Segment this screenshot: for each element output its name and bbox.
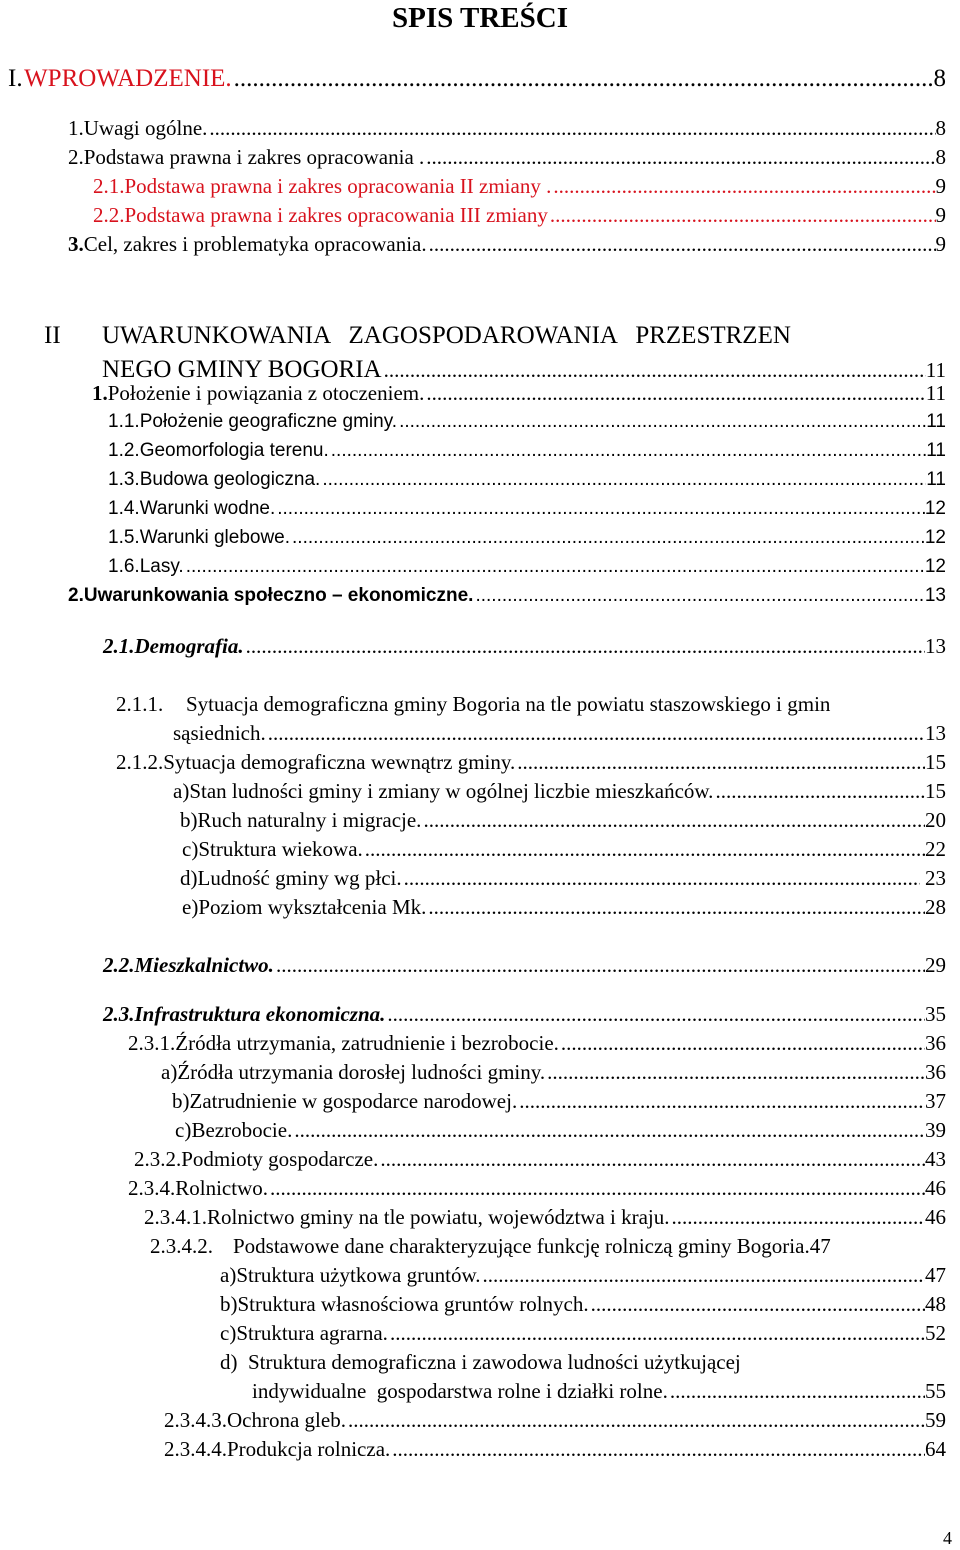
toc-leader bbox=[365, 836, 925, 862]
toc-text: Warunki glebowe. bbox=[139, 527, 291, 548]
toc-entry[interactable] bbox=[68, 231, 946, 257]
toc-text: Podmioty gospodarcze. bbox=[181, 1147, 379, 1171]
toc-leader bbox=[404, 865, 920, 891]
toc-leader bbox=[550, 202, 936, 228]
toc-leader bbox=[428, 894, 925, 920]
toc-page: 39 bbox=[925, 1118, 946, 1142]
toc-number: II bbox=[44, 322, 61, 349]
toc-entry[interactable] bbox=[182, 894, 946, 920]
toc-text: Zatrudnienie w gospodarce narodowej. bbox=[189, 1089, 518, 1113]
toc-entry[interactable] bbox=[220, 1320, 946, 1346]
toc-page: 48 bbox=[925, 1292, 946, 1316]
toc-leader bbox=[519, 1088, 925, 1114]
toc-page: 15 bbox=[925, 779, 946, 803]
toc-number: 1. bbox=[68, 116, 84, 140]
toc-page: 15 bbox=[925, 750, 946, 774]
toc-leader bbox=[517, 749, 925, 775]
toc-entry[interactable] bbox=[220, 1291, 946, 1317]
toc-entry[interactable] bbox=[175, 1117, 946, 1143]
toc-entry[interactable] bbox=[103, 633, 946, 659]
toc-entry[interactable] bbox=[220, 1349, 741, 1375]
toc-entry[interactable] bbox=[164, 1436, 946, 1462]
toc-number: a) bbox=[173, 779, 190, 803]
toc-text: Infrastruktura ekonomiczna. bbox=[134, 1002, 386, 1026]
toc-text: Położenie i powiązania z otoczeniem. bbox=[107, 381, 425, 405]
toc-leader bbox=[553, 173, 935, 199]
toc-entry[interactable] bbox=[150, 1233, 946, 1259]
toc-number: a) bbox=[220, 1263, 237, 1287]
toc-text: Struktura własnościowa gruntów rolnych. bbox=[237, 1292, 589, 1316]
toc-page: 11 bbox=[926, 469, 946, 490]
toc-page: 9 bbox=[935, 203, 946, 227]
toc-leader bbox=[277, 496, 925, 522]
toc-number: a) bbox=[161, 1060, 178, 1084]
toc-leader bbox=[276, 952, 925, 978]
toc-leader bbox=[331, 438, 927, 464]
toc-leader bbox=[672, 1204, 926, 1230]
toc-leader bbox=[426, 144, 935, 170]
toc-leader bbox=[209, 115, 935, 141]
toc-number: 2.3.2. bbox=[134, 1147, 182, 1171]
toc-leader bbox=[483, 1262, 925, 1288]
toc-page: 11 bbox=[926, 411, 946, 432]
toc-page: 8 bbox=[933, 65, 946, 92]
toc-page: 11 bbox=[926, 440, 946, 461]
toc-leader bbox=[392, 1436, 925, 1462]
toc-page: 20 bbox=[925, 808, 946, 832]
toc-entry[interactable] bbox=[164, 1407, 946, 1433]
toc-entry[interactable] bbox=[180, 807, 946, 833]
toc-page: 36 bbox=[925, 1060, 946, 1084]
toc-number: 2. bbox=[68, 585, 84, 606]
toc-text: Cel, zakres i problematyka opracowania. bbox=[83, 232, 427, 256]
toc-entry[interactable] bbox=[8, 64, 946, 94]
toc-text: Struktura użytkowa gruntów. bbox=[236, 1263, 481, 1287]
toc-entry[interactable] bbox=[68, 583, 946, 609]
toc-leader bbox=[715, 778, 925, 804]
toc-number: d) bbox=[220, 1350, 238, 1374]
toc-leader bbox=[423, 807, 925, 833]
toc-entry[interactable] bbox=[108, 525, 946, 551]
toc-number: e) bbox=[182, 895, 199, 919]
toc-leader bbox=[380, 1146, 925, 1172]
toc-text: Sytuacja demograficzna gminy Bogoria na tle powiatu staszowskiego i gmin bbox=[186, 692, 831, 716]
toc-text: Uwarunkowania społeczno – ekonomiczne. bbox=[83, 585, 474, 606]
toc-number: 1.1. bbox=[108, 411, 140, 432]
page-title: SPIS TREŚCI bbox=[392, 2, 568, 34]
toc-entry[interactable] bbox=[103, 1001, 946, 1027]
toc-leader bbox=[670, 1378, 925, 1404]
toc-number: 2.1. bbox=[93, 174, 125, 198]
toc-page: 12 bbox=[924, 527, 946, 548]
toc-number: 2. bbox=[68, 145, 84, 169]
toc-text: Demografia. bbox=[134, 634, 244, 658]
toc-entry[interactable] bbox=[128, 1030, 946, 1056]
toc-page: 23 bbox=[919, 866, 946, 890]
toc-text: UWARUNKOWANIA ZAGOSPODAROWANIA PRZESTRZEN bbox=[102, 322, 791, 349]
toc-text: Podstawa prawna i zakres opracowania II zmiany . bbox=[124, 174, 552, 198]
toc-number: 2.1. bbox=[103, 634, 135, 658]
toc-entry[interactable] bbox=[108, 554, 946, 580]
toc-leader bbox=[294, 1117, 925, 1143]
toc-page: 28 bbox=[925, 895, 946, 919]
toc-entry[interactable] bbox=[173, 720, 946, 746]
toc-text: Podstawa prawna i zakres opracowania . bbox=[83, 145, 425, 169]
toc-page: 9 bbox=[935, 232, 946, 256]
toc-number: c) bbox=[220, 1321, 237, 1345]
toc-page: 36 bbox=[925, 1031, 946, 1055]
toc-page: 43 bbox=[925, 1147, 946, 1171]
toc-entry[interactable] bbox=[116, 749, 946, 775]
toc-entry[interactable] bbox=[172, 1088, 946, 1114]
toc-leader bbox=[591, 1291, 925, 1317]
toc-entry[interactable] bbox=[220, 1262, 946, 1288]
toc-page: 13 bbox=[925, 634, 946, 658]
toc-number: c) bbox=[175, 1118, 192, 1142]
toc-number: b) bbox=[180, 808, 198, 832]
toc-entry[interactable] bbox=[144, 1204, 946, 1230]
toc-page: 52 bbox=[925, 1321, 946, 1345]
toc-entry[interactable] bbox=[180, 865, 946, 891]
toc-text: Źródła utrzymania dorosłej ludności gminy. bbox=[177, 1060, 546, 1084]
toc-page: 13 bbox=[924, 585, 946, 606]
toc-text: Bezrobocie. bbox=[191, 1118, 293, 1142]
toc-page: 47 bbox=[925, 1263, 946, 1287]
toc-leader bbox=[246, 633, 925, 659]
toc-leader bbox=[348, 1407, 925, 1433]
toc-number: 1.3. bbox=[108, 469, 140, 490]
toc-entry[interactable] bbox=[108, 438, 946, 464]
toc-number: 2.3. bbox=[103, 1002, 135, 1026]
toc-text: Ochrona gleb. bbox=[227, 1408, 346, 1432]
toc-entry[interactable] bbox=[116, 691, 830, 717]
toc-page: 12 bbox=[924, 498, 946, 519]
toc-entry[interactable] bbox=[173, 778, 946, 804]
toc-page: 12 bbox=[924, 556, 946, 577]
toc-leader bbox=[561, 1030, 925, 1056]
toc-number: d) bbox=[180, 866, 198, 890]
toc-number: 2.1.2. bbox=[116, 750, 164, 774]
toc-text: Podstawa prawna i zakres opracowania III zmiany bbox=[124, 203, 548, 227]
toc-text: indywidualne gospodarstwa rolne i działki rolne. bbox=[252, 1379, 668, 1403]
toc-leader bbox=[475, 583, 924, 609]
toc-text: Ludność gminy wg płci. bbox=[197, 866, 402, 890]
toc-entry[interactable] bbox=[252, 1378, 946, 1404]
toc-leader bbox=[426, 380, 925, 406]
toc-page: 46 bbox=[925, 1176, 946, 1200]
toc-page: 59 bbox=[925, 1408, 946, 1432]
toc-number: 1.2. bbox=[108, 440, 140, 461]
toc-text: NEGO GMINY BOGORIA bbox=[102, 356, 382, 383]
toc-number: 2.3.4.2. bbox=[150, 1234, 213, 1258]
toc-entry[interactable] bbox=[161, 1059, 946, 1085]
toc-page: 8 bbox=[935, 145, 946, 169]
toc-leader bbox=[292, 525, 925, 551]
toc-entry[interactable] bbox=[134, 1146, 946, 1172]
toc-entry[interactable] bbox=[108, 409, 946, 435]
toc-text: Geomorfologia terenu. bbox=[139, 440, 329, 461]
toc-text: Rolnictwo gminy na tle powiatu, województwa i kraju. bbox=[207, 1205, 670, 1229]
toc-entry[interactable] bbox=[68, 144, 946, 170]
toc-text: Poziom wykształcenia Mk. bbox=[198, 895, 427, 919]
toc-text: Lasy. bbox=[139, 556, 184, 577]
toc-number: 1.5. bbox=[108, 527, 140, 548]
toc-text: Rolnictwo. bbox=[175, 1176, 268, 1200]
toc-page: 13 bbox=[925, 721, 946, 745]
toc-number: 2.3.4. bbox=[128, 1176, 176, 1200]
toc-number: 2.3.4.3. bbox=[164, 1408, 227, 1432]
toc-page: 22 bbox=[925, 837, 946, 861]
toc-text: Budowa geologiczna. bbox=[139, 469, 321, 490]
toc-page: 47 bbox=[809, 1234, 831, 1258]
toc-text: Warunki wodne. bbox=[139, 498, 276, 519]
toc-leader bbox=[429, 231, 936, 257]
page-number: 4 bbox=[943, 1528, 952, 1548]
toc-entry[interactable] bbox=[68, 115, 946, 141]
toc-number: 2.2. bbox=[93, 203, 125, 227]
toc-page: 37 bbox=[925, 1089, 946, 1113]
toc-text: Struktura wiekowa. bbox=[198, 837, 363, 861]
toc-text: Produkcja rolnicza. bbox=[227, 1437, 391, 1461]
toc-text: Podstawowe dane charakteryzujące funkcję rolniczą gminy Bogoria. bbox=[233, 1234, 810, 1258]
toc-page: 8 bbox=[935, 116, 946, 140]
toc-text: Położenie geograficzne gminy. bbox=[139, 411, 398, 432]
toc-leader bbox=[390, 1320, 925, 1346]
toc-number: 1.6. bbox=[108, 556, 140, 577]
toc-entry[interactable] bbox=[103, 952, 946, 978]
toc-leader bbox=[186, 554, 925, 580]
toc-text: Stan ludności gminy i zmiany w ogólnej liczbie mieszkańców. bbox=[189, 779, 714, 803]
toc-text: Uwagi ogólne. bbox=[83, 116, 208, 140]
toc-entry[interactable] bbox=[128, 1175, 946, 1201]
toc-number: 2.2. bbox=[103, 953, 135, 977]
toc-text: Struktura demograficzna i zawodowa ludności użytkującej bbox=[248, 1350, 741, 1374]
toc-leader bbox=[387, 1001, 925, 1027]
toc-text: WPROWADZENIE. bbox=[24, 65, 232, 92]
toc-number: 1.4. bbox=[108, 498, 140, 519]
toc-leader bbox=[399, 409, 926, 435]
toc-leader bbox=[547, 1059, 925, 1085]
toc-text: Źródła utrzymania, zatrudnienie i bezrobocie. bbox=[175, 1031, 559, 1055]
toc-number: b) bbox=[220, 1292, 238, 1316]
toc-text: Mieszkalnictwo. bbox=[134, 953, 274, 977]
toc-number: 3. bbox=[68, 232, 84, 256]
toc-number: 2.3.4.4. bbox=[164, 1437, 227, 1461]
toc-entry[interactable] bbox=[182, 836, 946, 862]
toc-page: 9 bbox=[935, 174, 946, 198]
toc-leader bbox=[234, 64, 934, 94]
toc-page: 64 bbox=[925, 1437, 946, 1461]
toc-number: 2.3.1. bbox=[128, 1031, 176, 1055]
toc-number: b) bbox=[172, 1089, 190, 1113]
toc-number: c) bbox=[182, 837, 199, 861]
toc-text: Sytuacja demograficzna wewnątrz gminy. bbox=[163, 750, 516, 774]
toc-entry[interactable] bbox=[108, 467, 946, 493]
toc-entry[interactable] bbox=[93, 202, 946, 228]
toc-number: I. bbox=[8, 65, 23, 92]
toc-page: 46 bbox=[925, 1205, 946, 1229]
toc-entry[interactable] bbox=[92, 380, 946, 406]
toc-leader bbox=[270, 1175, 925, 1201]
toc-number: 1. bbox=[92, 381, 108, 405]
toc-page: 35 bbox=[925, 1002, 946, 1026]
toc-entry[interactable] bbox=[108, 496, 946, 522]
toc-page: 11 bbox=[925, 358, 946, 382]
toc-number: 2.3.4.1. bbox=[144, 1205, 207, 1229]
toc-leader bbox=[322, 467, 926, 493]
toc-number: 2.1.1. bbox=[116, 692, 164, 716]
toc-text: Struktura agrarna. bbox=[236, 1321, 388, 1345]
toc-page: 11 bbox=[925, 381, 946, 405]
toc-leader bbox=[268, 720, 925, 746]
toc-entry[interactable] bbox=[93, 173, 946, 199]
toc-page: 55 bbox=[925, 1379, 946, 1403]
toc-page: 29 bbox=[925, 953, 946, 977]
toc-text: sąsiednich. bbox=[173, 721, 266, 745]
toc-text: Ruch naturalny i migracje. bbox=[197, 808, 422, 832]
toc-entry[interactable] bbox=[44, 321, 791, 351]
